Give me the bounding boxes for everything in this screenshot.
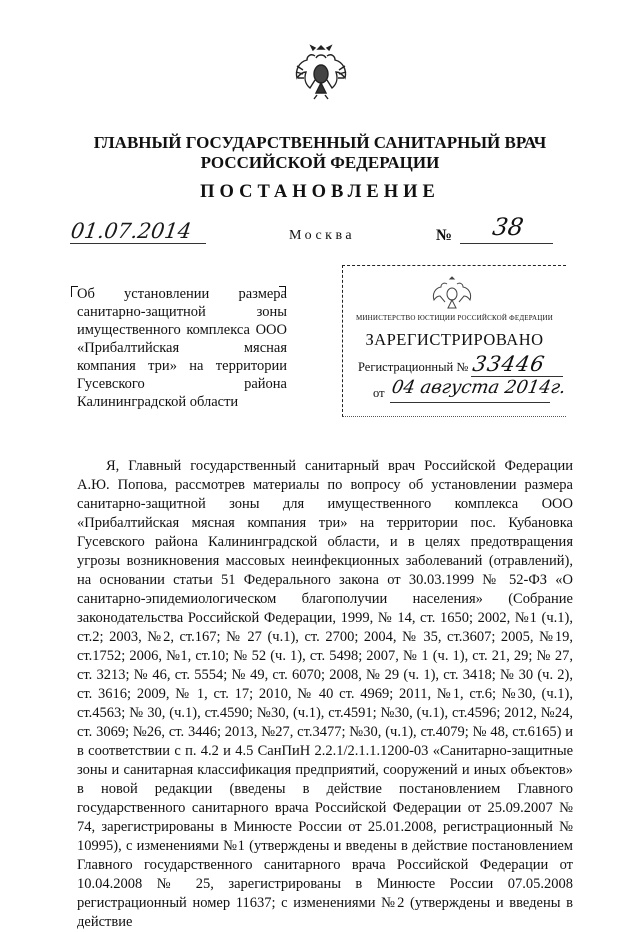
issuer-title-line-1: ГЛАВНЫЙ ГОСУДАРСТВЕННЫЙ САНИТАРНЫЙ ВРАЧ — [93, 133, 547, 152]
document-number: 38 — [490, 213, 526, 241]
document-subject: Об установлении размера санитарно-защитной зоны имущественного комплекса ООО «Прибалтийская мясная компания три» на территории Гусевского района Калининградской области — [77, 286, 287, 410]
stamp-registration-number-label: Регистрационный № — [358, 360, 469, 374]
document-city: Москва — [289, 228, 356, 243]
number-sign: № — [436, 227, 453, 244]
stamp-date-label: от — [373, 386, 385, 400]
date-underline — [70, 243, 206, 244]
stamp-date-underline — [390, 402, 550, 403]
document-type-title: ПОСТАНОВЛЕНИЕ — [200, 182, 440, 202]
stamp-ministry-name: МИНИСТЕРСТВО ЮСТИЦИИ РОССИЙСКОЙ ФЕДЕРАЦИИ — [356, 314, 553, 322]
stamp-registration-number: 33446 — [470, 352, 547, 376]
stamp-registration-date: 04 августа 2014г. — [390, 377, 568, 398]
ministry-emblem-icon — [430, 274, 474, 312]
body-paragraph: Я, Главный государственный санитарный врач Российской Федерации А.Ю. Попова, рассмотрев материалы по вопросу об установлении размера санитарно-защитной зоны для имущественного комплекса ООО «Прибалтийская мясная компания три» на территории пос. Кубановка Гусевского района Калининградской области, и в целях предотвращения угрозы возникновения массовых неинфекционных заболеваний (отравлений), на основании статьи 51 Федерального закона от 30.03.1999 № 52-ФЗ «О санитарно-эпидемиологическом благополучии населения» (Собрание законодательства Российской Федерации, 1999, № 14, ст. 1650; 2002, №1 (ч.1), ст.2; 2003, №2, ст.167; № 27 (ч.1), ст. 2700; 2004, № 35, ст.3607; 2005, №19, ст.1752; 2006, №1, ст.10; № 52 (ч. 1), ст. 5498; 2007, № 1 (ч. 1), ст. 21, 29; № 27, ст. 3213; № 46, ст. 5554; № 49, ст. 6070; 2008, № 29 (ч. 1), ст. 3418; № 30 (ч. 2), ст. 3616; 2009, № 1, ст. 17; 2010, № 40 ст. 4969; 2011, №1, ст.6; №30, (ч.1), ст.4563; № 30, (ч.1), ст.4590; №30, (ч.1), ст.4591; №30, (ч.1), ст.4596; 2012, №24, ст. 3069; №26, ст. 3446; 2013, №27, ст.3477; №30, (ч.1), ст.4079; № 48, ст.6165) и в соответствии с п. 4.2 и 4.5 СанПиН 2.2.1/2.1.1.1200-03 «Санитарно-защитные зоны и санитарная классификация предприятий, сооружений и иных объектов» в новой редакции (введены в действие постановлением Главного государственного санитарного врача Российской Федерации от 25.09.2007 № 74, зарегистрированы в Минюсте России от 25.01.2008, регистрационный № 10995), с изменениями №1 (утверждены и введены в действие постановлением Главного государственного санитарного врача Российской Федерации от 10.04.2008 № 25, зарегистрированы в Минюсте России 07.05.2008 регистрационный номер 11637; с изменениями №2 (утверждены и введены в действие — [77, 458, 573, 930]
document-date: 01.07.2014 — [69, 219, 193, 243]
registration-stamp — [342, 265, 566, 417]
issuer-title-line-2: РОССИЙСКОЙ ФЕДЕРАЦИИ — [200, 153, 440, 172]
number-underline — [460, 243, 553, 244]
stamp-registered-label: ЗАРЕГИСТРИРОВАНО — [365, 330, 544, 349]
russian-coat-of-arms-icon — [293, 40, 349, 102]
